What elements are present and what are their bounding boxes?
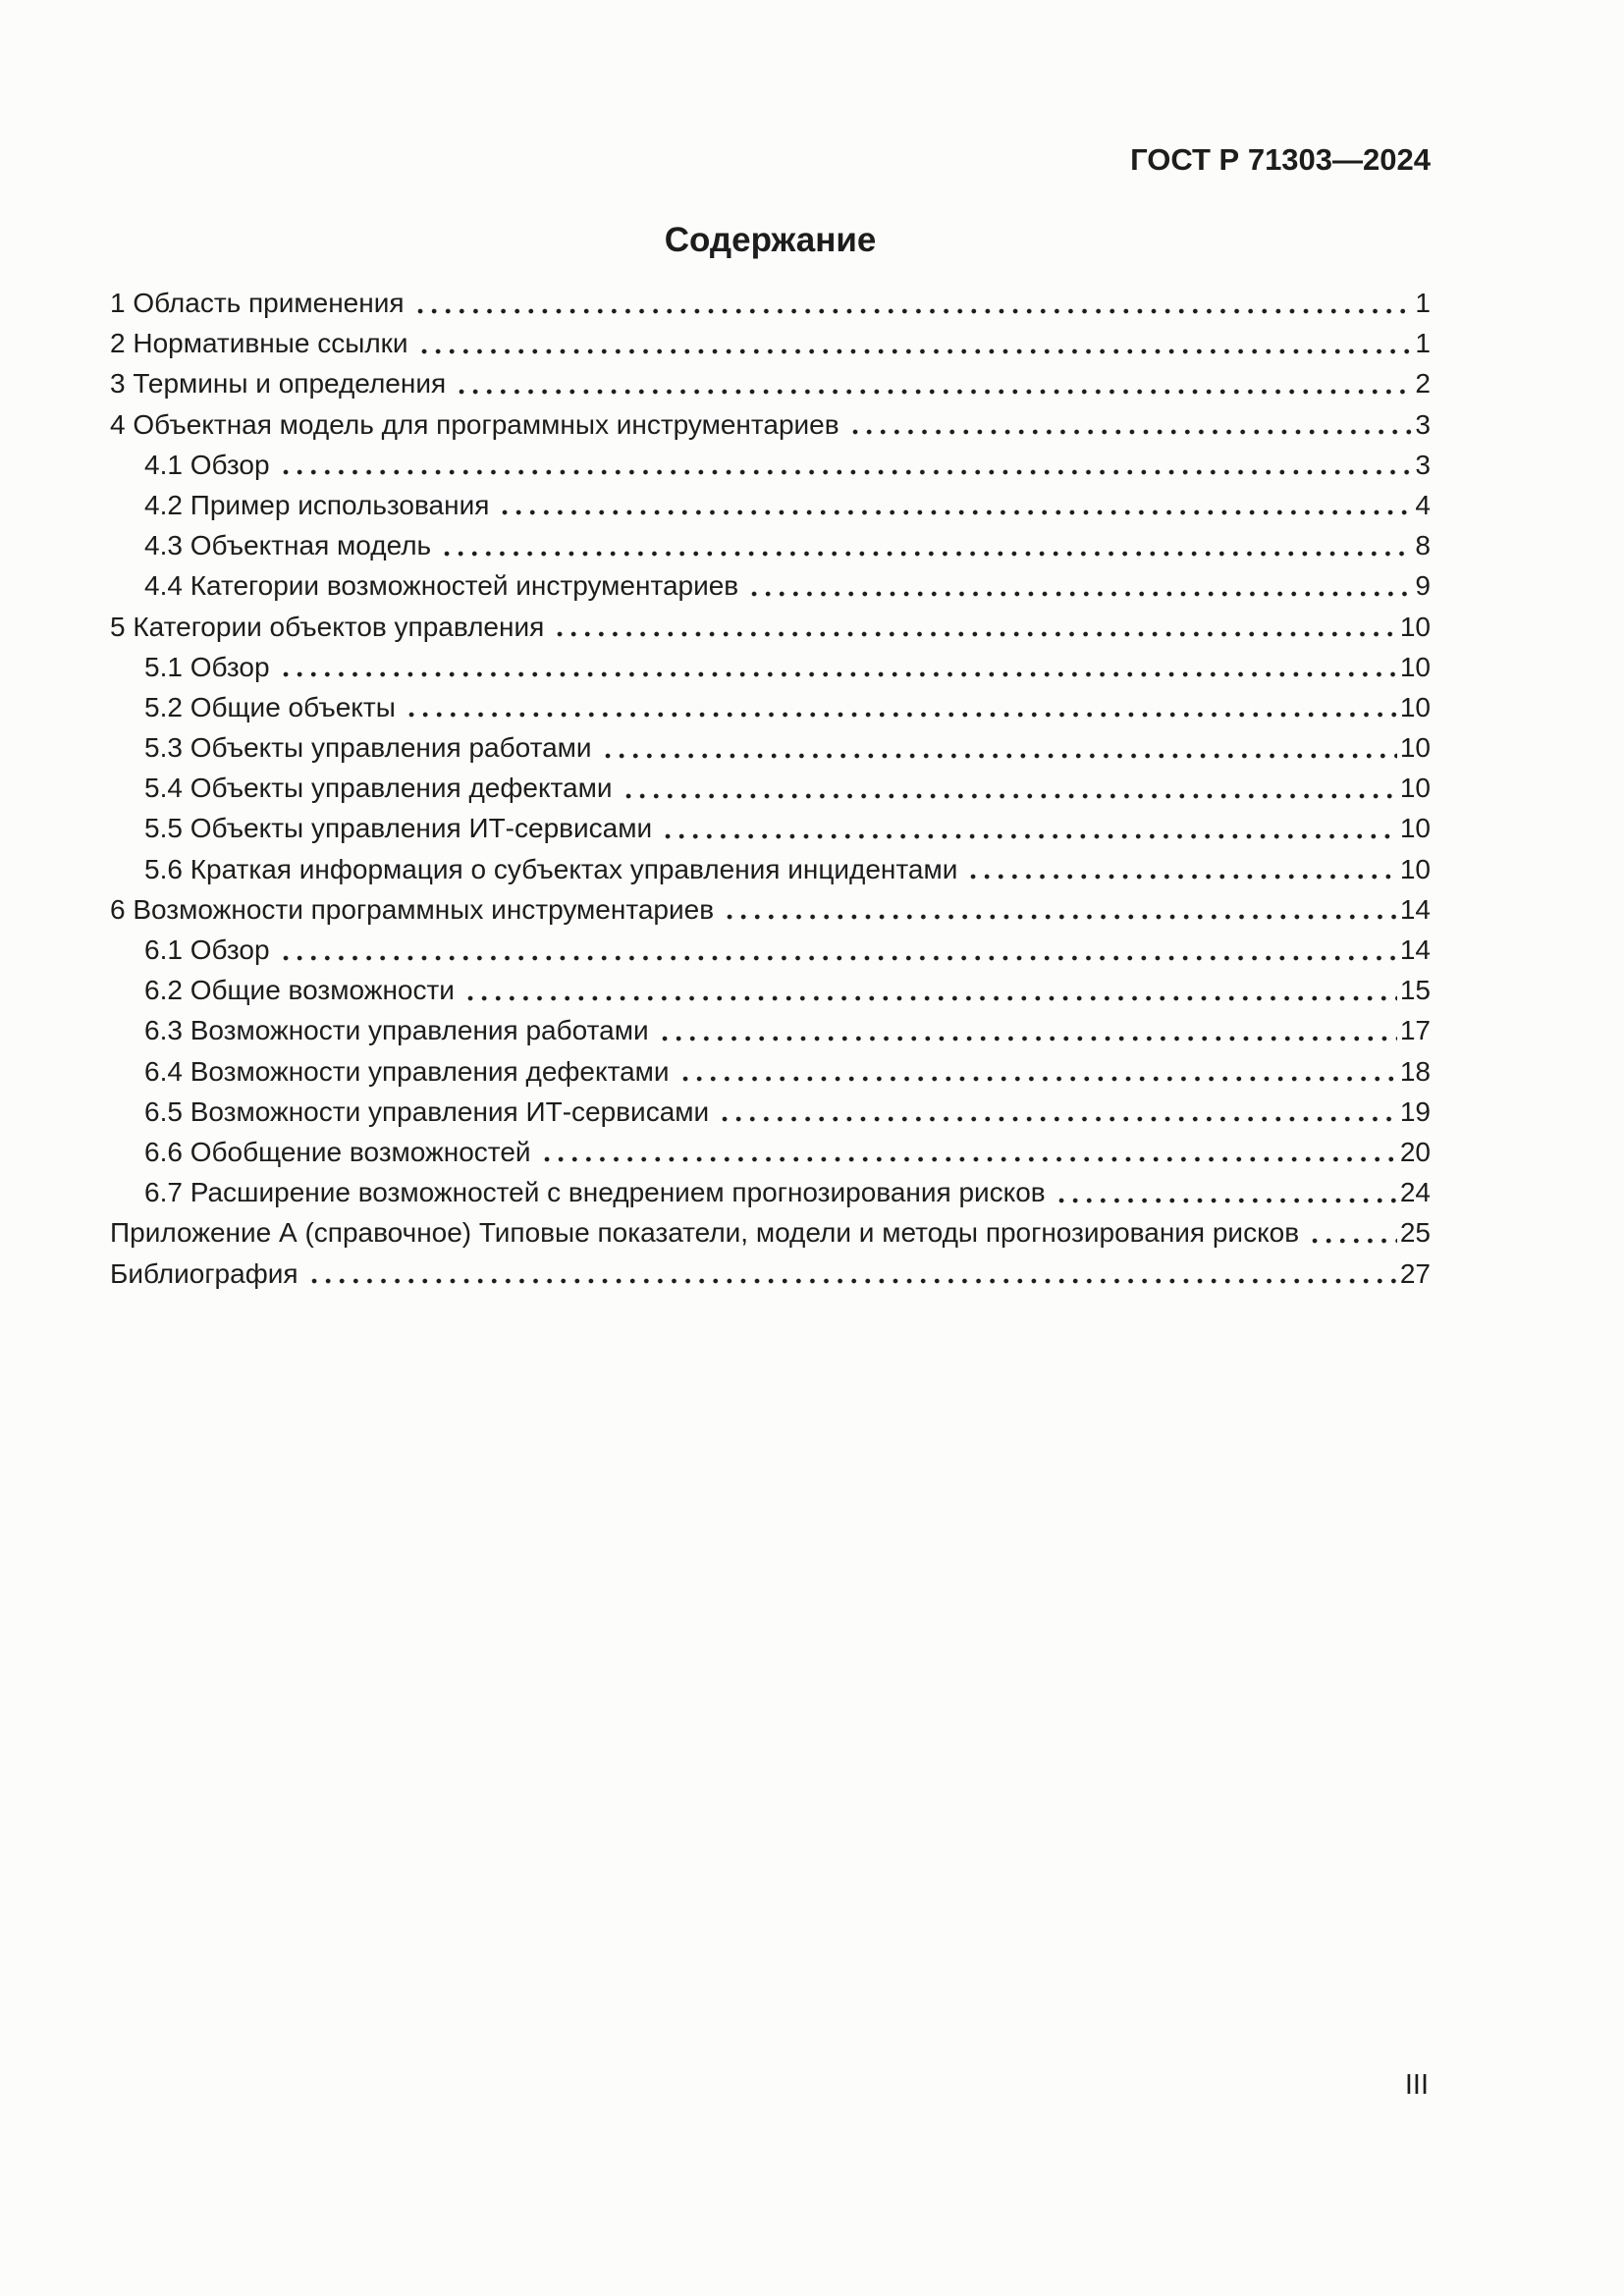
toc-entry-label: 5.1 Обзор xyxy=(144,651,270,682)
toc-leader-dots xyxy=(678,1051,1397,1092)
toc-entry-page: 2 xyxy=(1415,368,1431,400)
toc-entry-label: Библиография xyxy=(110,1257,298,1289)
toc-entry-label: 1 Область применения xyxy=(110,288,405,318)
toc-entry xyxy=(110,323,1431,363)
toc-entry-page: 17 xyxy=(1399,1015,1431,1046)
toc-entry-page: 4 xyxy=(1415,489,1431,520)
table-of-contents xyxy=(110,283,1431,1294)
toc-entry-label: 5 Категории объектов управления xyxy=(110,611,545,642)
toc-entry-label: 4.4 Категории возможностей инструментариев xyxy=(144,570,739,602)
toc-entry-label: 5.3 Объекты управления работами xyxy=(144,732,592,764)
toc-entry-label: 6.2 Общие возможности xyxy=(144,975,455,1006)
toc-entry xyxy=(110,363,1431,403)
toc-entry-label: 6.1 Обзор xyxy=(144,934,270,965)
toc-leader-dots xyxy=(1055,1172,1397,1212)
toc-entry-label: 4.1 Обзор xyxy=(144,449,270,480)
toc-leader-dots xyxy=(658,1010,1397,1050)
toc-entry-label: Приложение А (справочное) Типовые показатели, модели и методы прогнозирования рисков xyxy=(110,1217,1300,1249)
toc-leader-dots xyxy=(279,930,1397,970)
page-title: Содержание xyxy=(664,221,877,259)
toc-leader-dots xyxy=(417,323,1413,363)
toc-leader-dots xyxy=(966,849,1396,889)
toc-leader-dots xyxy=(405,687,1397,727)
toc-leader-dots xyxy=(440,525,1412,565)
toc-entry-page: 10 xyxy=(1399,813,1431,844)
toc-leader-dots xyxy=(718,1092,1397,1132)
toc-entry-page: 3 xyxy=(1415,449,1431,480)
toc-leader-dots xyxy=(455,363,1412,403)
toc-entry-label: 6.4 Возможности управления дефектами xyxy=(144,1055,670,1087)
toc-entry-page: 10 xyxy=(1399,651,1431,682)
toc-entry xyxy=(110,930,1431,970)
toc-entry-page: 10 xyxy=(1399,773,1431,804)
toc-entry-page: 1 xyxy=(1415,328,1431,359)
toc-leader-dots xyxy=(723,889,1397,930)
toc-entry-label: 6.6 Обобщение возможностей xyxy=(144,1136,531,1167)
document-code: ГОСТ Р 71303—2024 xyxy=(1130,142,1431,177)
toc-entry xyxy=(110,1092,1431,1132)
toc-entry xyxy=(110,889,1431,930)
toc-entry-page: 10 xyxy=(1399,691,1431,722)
toc-entry-label: 6 Возможности программных инструментариев xyxy=(110,893,715,925)
toc-leader-dots xyxy=(661,808,1397,848)
toc-leader-dots xyxy=(848,404,1413,445)
toc-entry-label: 5.2 Общие объекты xyxy=(144,691,396,722)
toc-entry xyxy=(110,1051,1431,1092)
toc-entry xyxy=(110,525,1431,565)
toc-entry-page: 1 xyxy=(1415,288,1431,318)
toc-entry xyxy=(110,607,1431,647)
toc-leader-dots xyxy=(747,565,1412,606)
toc-entry xyxy=(110,1212,1431,1253)
toc-leader-dots xyxy=(413,283,1413,323)
toc-leader-dots xyxy=(279,445,1413,485)
toc-entry-label: 5.5 Объекты управления ИТ-сервисами xyxy=(144,813,653,844)
toc-entry xyxy=(110,727,1431,768)
toc-entry-page: 14 xyxy=(1399,893,1431,925)
toc-entry xyxy=(110,565,1431,606)
toc-entry-page: 20 xyxy=(1399,1136,1431,1167)
toc-entry-label: 6.3 Возможности управления работами xyxy=(144,1015,649,1046)
toc-entry-label: 4.2 Пример использования xyxy=(144,489,490,520)
toc-entry-page: 14 xyxy=(1399,934,1431,965)
toc-entry-label: 6.7 Расширение возможностей с внедрением прогнозирования рисков xyxy=(144,1177,1046,1208)
toc-entry-page: 18 xyxy=(1399,1055,1431,1087)
toc-entry-page: 25 xyxy=(1399,1217,1431,1249)
toc-entry xyxy=(110,647,1431,687)
toc-entry xyxy=(110,1010,1431,1050)
toc-entry-page: 10 xyxy=(1399,611,1431,642)
toc-entry-page: 10 xyxy=(1399,853,1431,884)
toc-entry-label: 5.6 Краткая информация о субъектах управления инцидентами xyxy=(144,853,958,884)
toc-entry-page: 27 xyxy=(1399,1257,1431,1289)
toc-entry xyxy=(110,283,1431,323)
toc-leader-dots xyxy=(463,970,1397,1010)
toc-entry-label: 3 Термины и определения xyxy=(110,368,447,400)
toc-entry xyxy=(110,445,1431,485)
toc-leader-dots xyxy=(553,607,1397,647)
toc-entry xyxy=(110,768,1431,808)
toc-entry xyxy=(110,849,1431,889)
toc-entry-page: 8 xyxy=(1415,530,1431,561)
toc-entry-label: 6.5 Возможности управления ИТ-сервисами xyxy=(144,1095,710,1127)
toc-entry-label: 4 Объектная модель для программных инструментариев xyxy=(110,408,839,440)
toc-entry-label: 2 Нормативные ссылки xyxy=(110,328,408,359)
toc-entry-label: 5.4 Объекты управления дефектами xyxy=(144,773,613,804)
toc-entry xyxy=(110,1132,1431,1172)
toc-entry xyxy=(110,404,1431,445)
toc-entry-page: 15 xyxy=(1399,975,1431,1006)
page-number: III xyxy=(1404,2069,1429,2101)
toc-entry-label: 4.3 Объектная модель xyxy=(144,530,432,561)
toc-leader-dots xyxy=(279,647,1397,687)
toc-leader-dots xyxy=(307,1254,1397,1294)
toc-entry-page: 19 xyxy=(1399,1095,1431,1127)
toc-entry-page: 3 xyxy=(1415,408,1431,440)
toc-leader-dots xyxy=(1308,1212,1397,1253)
toc-leader-dots xyxy=(498,485,1412,525)
toc-entry xyxy=(110,1254,1431,1294)
toc-leader-dots xyxy=(540,1132,1397,1172)
toc-leader-dots xyxy=(622,768,1397,808)
toc-entry xyxy=(110,808,1431,848)
toc-entry-page: 24 xyxy=(1399,1177,1431,1208)
toc-entry-page: 9 xyxy=(1415,570,1431,602)
toc-entry-page: 10 xyxy=(1399,732,1431,764)
toc-entry xyxy=(110,485,1431,525)
toc-entry xyxy=(110,687,1431,727)
toc-leader-dots xyxy=(601,727,1397,768)
toc-entry xyxy=(110,1172,1431,1212)
toc-entry xyxy=(110,970,1431,1010)
